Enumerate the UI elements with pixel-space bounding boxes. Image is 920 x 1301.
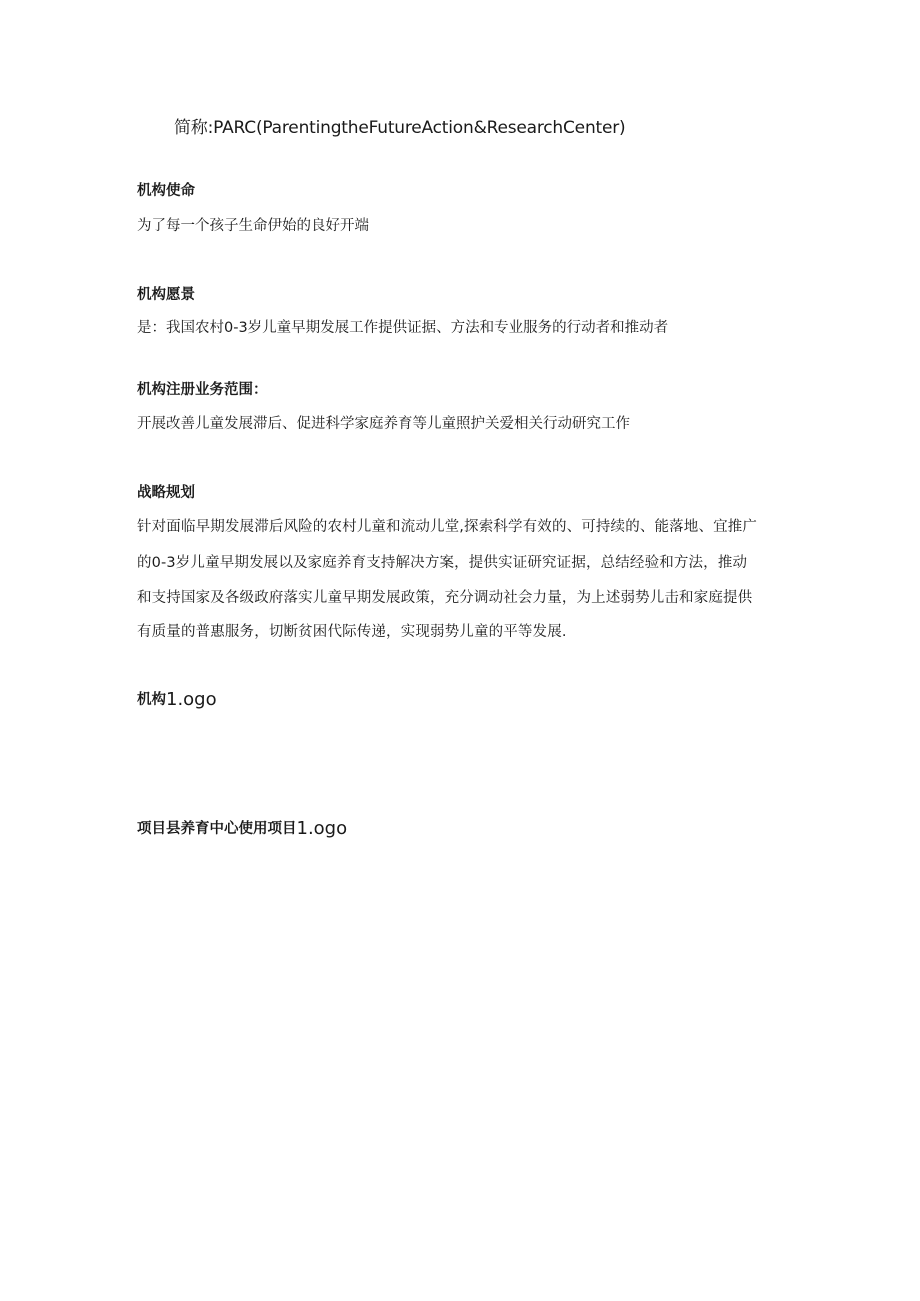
- mission-text: 为了每一个孩子生命伊始的良好开端: [137, 218, 369, 234]
- strategy-line-3: 和支持国家及各级政府落实儿童早期发展政策，充分调动社会力量，为上述弱势儿击和家庭提供: [137, 590, 753, 606]
- vision-text: 是：我国农村0-3岁儿童早期发展工作提供证据、方法和专业服务的行动者和推动者: [137, 320, 669, 336]
- abbreviation-line: 简称:PARC(ParentingtheFutureAction&ResearchCenter): [174, 118, 626, 138]
- vision-heading: 机构愿景: [137, 287, 195, 303]
- strategy-heading: 战略规划: [137, 485, 195, 501]
- project-logo-suffix: 1.ogo: [296, 818, 348, 839]
- project-logo-label: 项目县养育中心使用项目: [137, 821, 297, 837]
- org-logo-suffix: 1.ogo: [166, 689, 217, 710]
- strategy-line-1: 针对面临早期发展滞后风险的农村儿童和流动儿堂,探索科学有效的、可持续的、能落地、宜推广: [137, 519, 758, 535]
- scope-text: 开展改善儿童发展滞后、促进科学家庭养育等儿童照护关爱相关行动研究工作: [137, 416, 630, 432]
- strategy-line-4: 有质量的普惠服务，切断贫困代际传递，实现弱势儿童的平等发展.: [137, 624, 567, 640]
- strategy-line-2: 的0-3岁儿童早期发展以及家庭养育支持解决方案，提供实证研究证据，总结经验和方法，推动: [137, 555, 748, 571]
- project-logo-heading: [137, 818, 347, 839]
- org-logo-label: 机构: [137, 692, 166, 708]
- org-logo-heading: [137, 689, 217, 710]
- mission-heading: 机构使命: [137, 183, 195, 199]
- scope-heading: 机构注册业务范围：: [137, 382, 268, 398]
